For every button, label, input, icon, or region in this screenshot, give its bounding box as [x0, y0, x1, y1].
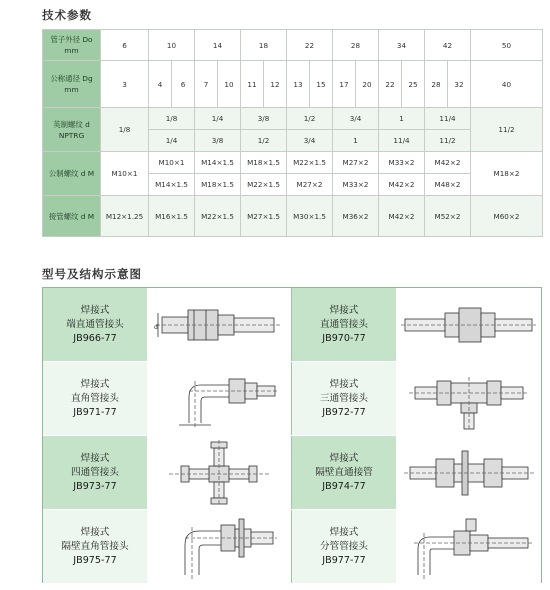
- section-title-specs: 技术参数: [42, 8, 92, 22]
- cell: 7: [195, 61, 218, 108]
- row-label-od: 管子外径 Do mm: [43, 30, 101, 61]
- cell: 3/4: [333, 108, 379, 130]
- model-label-jb970: [292, 288, 396, 361]
- model-name: 直角管接头: [71, 392, 119, 404]
- model-label-jb966: [43, 288, 147, 361]
- cell: M14×1.5: [149, 174, 195, 196]
- model-row: [43, 510, 541, 583]
- cell: 1/2: [287, 108, 333, 130]
- cell: M10×1: [149, 152, 195, 174]
- spec-row-od: [43, 30, 543, 61]
- model-label-jb975: [43, 510, 147, 583]
- model-type: 焊接式: [329, 526, 359, 538]
- cell: 17: [333, 61, 356, 108]
- cell: 11: [241, 61, 264, 108]
- model-code: JB966-77: [73, 332, 117, 344]
- jb972-drawing: [396, 362, 541, 435]
- model-name: 四通管接头: [71, 466, 119, 478]
- row-label-nut: 接管螺纹 d M: [43, 196, 101, 237]
- model-label-jb972: [292, 362, 396, 435]
- cell: 6: [172, 61, 195, 108]
- cell: 32: [448, 61, 471, 108]
- cell: 6: [101, 30, 149, 61]
- model-name: 直通管接头: [320, 318, 368, 330]
- cell: 42: [425, 30, 471, 61]
- cell: 1/2: [241, 130, 287, 152]
- model-code: JB971-77: [73, 406, 117, 418]
- cell: M42×2: [379, 196, 425, 237]
- model-code: JB973-77: [73, 480, 117, 492]
- cell: M22×1.5: [241, 174, 287, 196]
- cell: 11/4: [379, 130, 425, 152]
- cell: M60×2: [471, 196, 543, 237]
- cell: M14×1.5: [195, 152, 241, 174]
- cell: M42×2: [379, 174, 425, 196]
- cell: 4: [149, 61, 172, 108]
- cell: M16×1.5: [149, 196, 195, 237]
- cell: 50: [471, 30, 543, 61]
- model-label-jb974: [292, 436, 396, 509]
- model-type: 焊接式: [329, 304, 359, 316]
- jb970-drawing: [396, 288, 541, 361]
- model-type: 焊接式: [80, 378, 110, 390]
- model-type: 焊接式: [80, 526, 110, 538]
- cell: M18×1.5: [241, 152, 287, 174]
- spec-row-metric-top: [43, 152, 543, 174]
- cell: 15: [310, 61, 333, 108]
- cell: M36×2: [333, 196, 379, 237]
- cell: 14: [195, 30, 241, 61]
- model-name: 隔壁直角管接头: [61, 540, 129, 552]
- cell: 22: [287, 30, 333, 61]
- cell: M27×2: [287, 174, 333, 196]
- cell: M33×2: [379, 152, 425, 174]
- jb974-drawing: [396, 436, 541, 509]
- model-code: JB977-77: [322, 554, 366, 566]
- jb975-drawing: [147, 510, 292, 583]
- model-name: 隔壁直通接管: [315, 466, 373, 478]
- cell: 12: [264, 61, 287, 108]
- model-label-jb971: [43, 362, 147, 435]
- model-name: 三通管接头: [320, 392, 368, 404]
- model-code: JB972-77: [322, 406, 366, 418]
- cell: M12×1.25: [101, 196, 149, 237]
- section-title-models: 型号及结构示意图: [42, 267, 142, 281]
- cell: 10: [149, 30, 195, 61]
- cell: 1: [333, 130, 379, 152]
- model-row: [43, 288, 541, 361]
- cell: 28: [425, 61, 448, 108]
- model-row: [43, 362, 541, 435]
- cell: M18×2: [471, 152, 543, 196]
- cell: M27×1.5: [241, 196, 287, 237]
- model-type: 焊接式: [329, 378, 359, 390]
- cell: 1/4: [149, 130, 195, 152]
- jb977-drawing: [396, 510, 541, 583]
- cell: M18×1.5: [195, 174, 241, 196]
- jb973-drawing: [147, 436, 292, 509]
- model-name: 分管管接头: [320, 540, 368, 552]
- model-label-jb973: [43, 436, 147, 509]
- cell: M30×1.5: [287, 196, 333, 237]
- spec-row-nut: [43, 196, 543, 237]
- cell: M22×1.5: [287, 152, 333, 174]
- model-grid: [42, 287, 542, 583]
- cell: 25: [402, 61, 425, 108]
- cell: 11/2: [425, 130, 471, 152]
- cell: 20: [356, 61, 379, 108]
- spec-row-dg: [43, 61, 543, 108]
- cell: 1: [379, 108, 425, 130]
- cell: M42×2: [425, 152, 471, 174]
- spec-row-npt-top: [43, 108, 543, 130]
- model-name: 端直通管接头: [66, 318, 124, 330]
- cell: 3/8: [241, 108, 287, 130]
- cell: 11/4: [425, 108, 471, 130]
- cell: 3/8: [195, 130, 241, 152]
- cell: 22: [379, 61, 402, 108]
- cell: M10×1: [101, 152, 149, 196]
- cell: 40: [471, 61, 543, 108]
- cell: 28: [333, 30, 379, 61]
- model-type: 焊接式: [80, 452, 110, 464]
- model-type: 焊接式: [80, 304, 110, 316]
- svg-text:d: d: [154, 323, 158, 331]
- cell: 1/4: [195, 108, 241, 130]
- row-label-dg: 公称通径 Dg mm: [43, 61, 101, 108]
- jb966-drawing: [147, 288, 292, 361]
- cell: 11/2: [471, 108, 543, 152]
- model-code: JB975-77: [73, 554, 117, 566]
- model-code: JB970-77: [322, 332, 366, 344]
- cell: 1/8: [101, 108, 149, 152]
- cell: 10: [218, 61, 241, 108]
- cell: M33×2: [333, 174, 379, 196]
- spec-table: [42, 29, 543, 237]
- model-type: 焊接式: [329, 452, 359, 464]
- model-code: JB974-77: [322, 480, 366, 492]
- model-row: [43, 436, 541, 509]
- jb971-drawing: [147, 362, 292, 435]
- cell: M27×2: [333, 152, 379, 174]
- cell: 3: [101, 61, 149, 108]
- row-label-npt: 英制螺纹 d NPTRG: [43, 108, 101, 152]
- cell: 13: [287, 61, 310, 108]
- row-label-metric: 公制螺纹 d M: [43, 152, 101, 196]
- cell: 1/8: [149, 108, 195, 130]
- model-label-jb977: [292, 510, 396, 583]
- cell: M22×1.5: [195, 196, 241, 237]
- cell: M48×2: [425, 174, 471, 196]
- cell: 18: [241, 30, 287, 61]
- cell: 3/4: [287, 130, 333, 152]
- cell: 34: [379, 30, 425, 61]
- cell: M52×2: [425, 196, 471, 237]
